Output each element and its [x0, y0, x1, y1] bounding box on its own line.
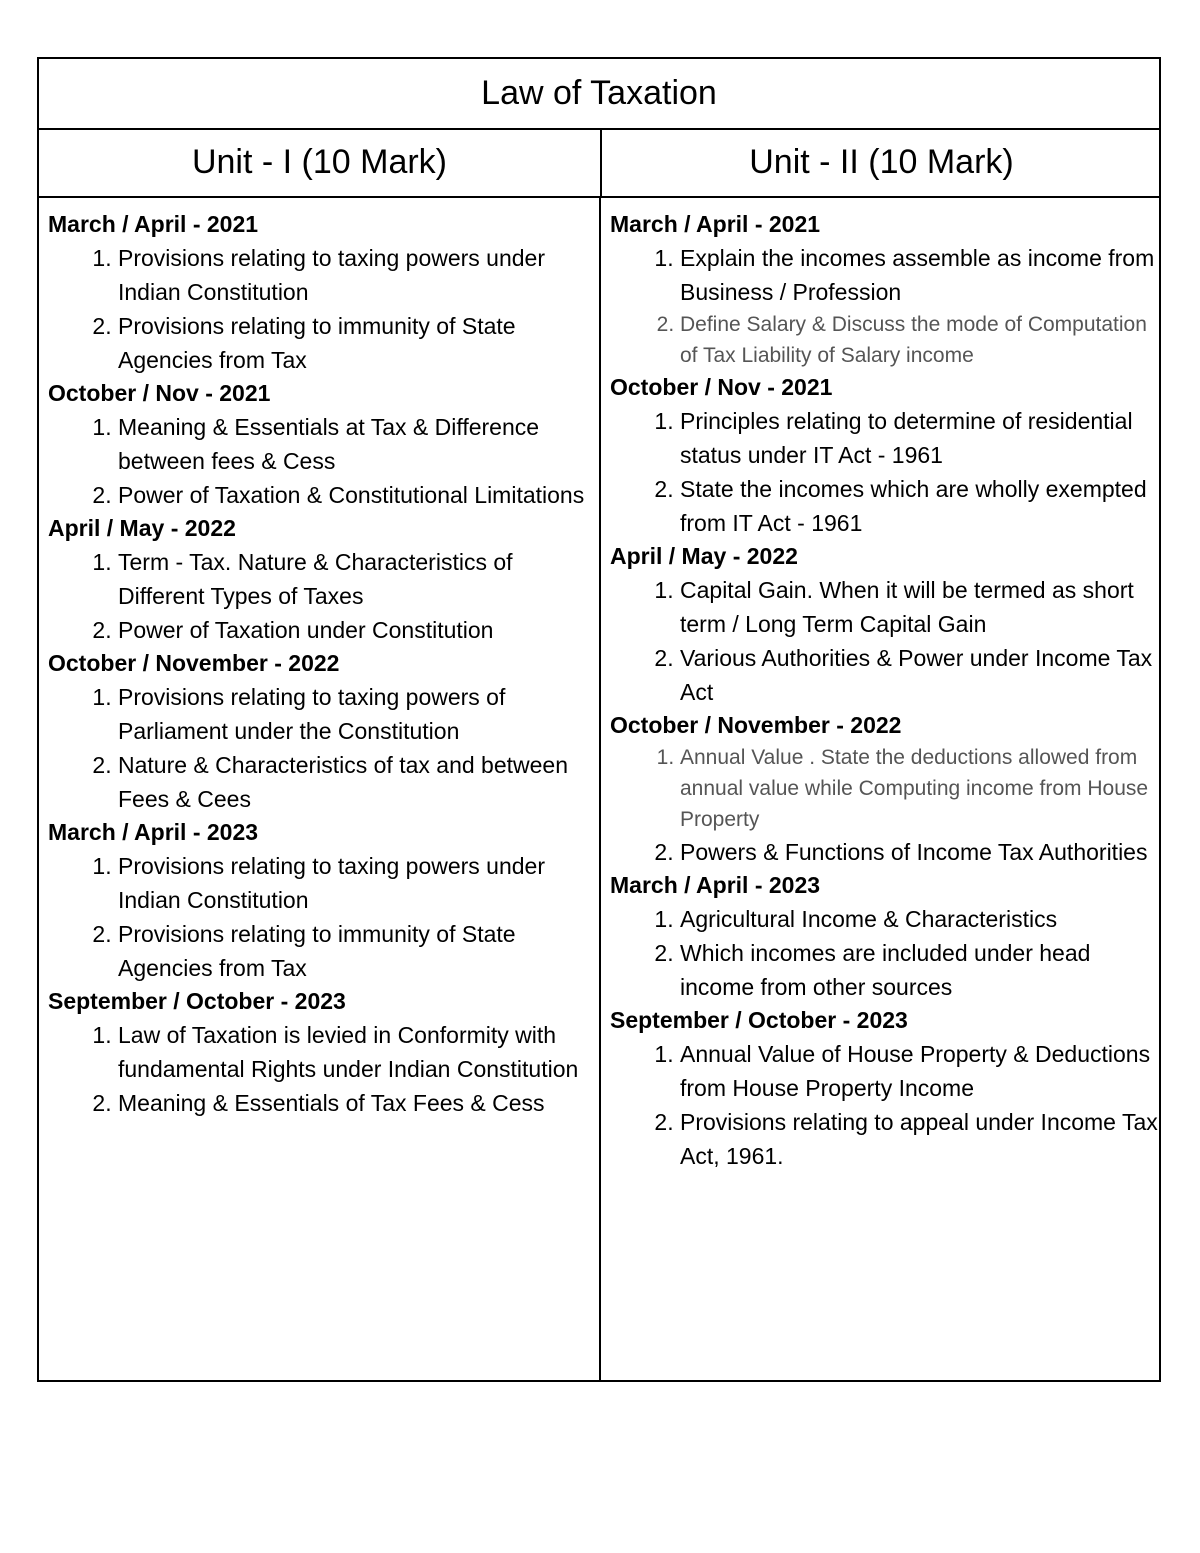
unit-header-row	[39, 128, 1159, 198]
question-item: 1. Explain the incomes assemble as income from Business / Profession	[680, 241, 1159, 309]
question-item: 1. Principles relating to determine of residential status under IT Act - 1961	[680, 404, 1159, 472]
question-table	[37, 57, 1161, 1382]
session-heading: March / April - 2021	[610, 211, 821, 237]
question-item: 1. Agricultural Income & Characteristics	[680, 902, 1159, 936]
question-item: 2. State the incomes which are wholly exempted from IT Act - 1961	[680, 472, 1159, 540]
question-item: 2. Power of Taxation & Constitutional Limitations	[118, 478, 599, 512]
question-item: 1. Provisions relating to taxing powers under Indian Constitution	[118, 849, 599, 917]
question-list	[48, 410, 599, 512]
question-list	[610, 573, 1159, 709]
question-item: 2. Which incomes are included under head income from other sources	[680, 936, 1159, 1004]
question-item: 2. Nature & Characteristics of tax and between Fees & Cees	[118, 748, 599, 816]
session-heading: March / April - 2021	[48, 211, 259, 237]
question-item: 1. Provisions relating to taxing powers under Indian Constitution	[118, 241, 599, 309]
question-item: 1. Capital Gain. When it will be termed as short term / Long Term Capital Gain	[680, 573, 1159, 641]
question-list	[610, 1037, 1159, 1173]
session-heading: October / November - 2022	[610, 712, 902, 738]
question-item: 2. Define Salary & Discuss the mode of Computation of Tax Liability of Salary income	[680, 309, 1159, 371]
session-heading: April / May - 2022	[48, 515, 236, 541]
question-item: 1. Meaning & Essentials at Tax & Difference between fees & Cess	[118, 410, 599, 478]
question-list	[610, 902, 1159, 1004]
session-heading: October / Nov - 2021	[48, 380, 271, 406]
unit-1-heading: Unit - I (10 Mark)	[39, 128, 602, 196]
question-item: 2. Provisions relating to immunity of State Agencies from Tax	[118, 309, 599, 377]
question-item: 2. Meaning & Essentials of Tax Fees & Cess	[118, 1086, 599, 1120]
question-item: 2. Power of Taxation under Constitution	[118, 613, 599, 647]
question-item: 1. Provisions relating to taxing powers of Parliament under the Constitution	[118, 680, 599, 748]
question-list	[48, 545, 599, 647]
session-heading: April / May - 2022	[610, 543, 798, 569]
session-heading: March / April - 2023	[610, 872, 821, 898]
question-item: 2. Provisions relating to appeal under Income Tax Act, 1961.	[680, 1105, 1159, 1173]
session-heading: March / April - 2023	[48, 819, 259, 845]
question-list	[48, 1018, 599, 1120]
question-list	[48, 241, 599, 377]
unit-2-heading: Unit - II (10 Mark)	[749, 142, 1014, 181]
session-heading: October / Nov - 2021	[610, 374, 833, 400]
unit-1-questions	[39, 196, 601, 1380]
question-list	[48, 680, 599, 816]
question-item: 1. Term - Tax. Nature & Characteristics of Different Types of Taxes	[118, 545, 599, 613]
questions-row	[39, 196, 1159, 1380]
session-heading: September / October - 2023	[48, 988, 346, 1014]
document-title: Law of Taxation	[39, 59, 1159, 130]
question-list	[48, 849, 599, 985]
question-item: 1. Annual Value . State the deductions allowed from annual value while Computing income from House Property	[680, 742, 1159, 835]
question-item: 1. Annual Value of House Property & Deductions from House Property Income	[680, 1037, 1159, 1105]
question-item: 2. Provisions relating to immunity of State Agencies from Tax	[118, 917, 599, 985]
question-item: 2. Powers & Functions of Income Tax Authorities	[680, 835, 1159, 869]
unit-2-questions	[601, 196, 1159, 1380]
question-list	[610, 742, 1159, 869]
question-item: 2. Various Authorities & Power under Income Tax Act	[680, 641, 1159, 709]
question-item: 1. Law of Taxation is levied in Conformity with fundamental Rights under Indian Constitution	[118, 1018, 599, 1086]
session-heading: September / October - 2023	[610, 1007, 908, 1033]
question-list	[610, 241, 1159, 371]
question-list	[610, 404, 1159, 540]
session-heading: October / November - 2022	[48, 650, 340, 676]
